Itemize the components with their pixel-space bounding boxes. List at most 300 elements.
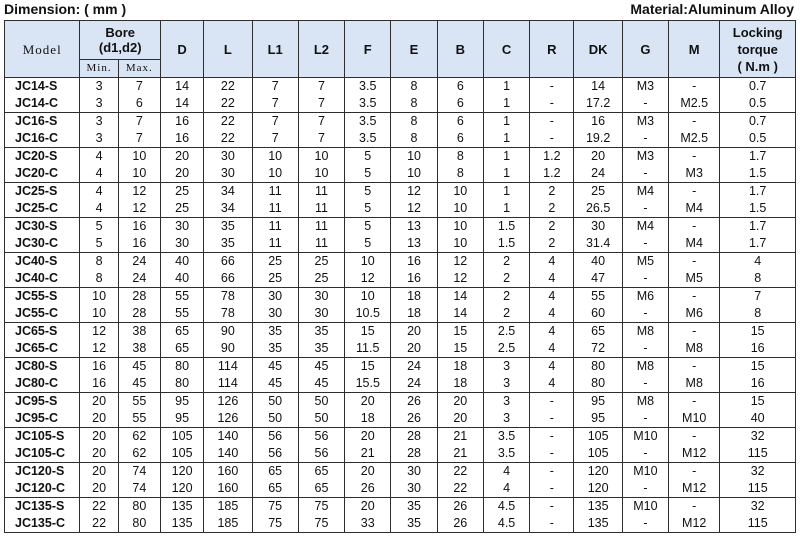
cell-D: 135 [160,515,203,533]
cell-R: - [530,95,574,113]
cell-L: 66 [204,253,252,271]
table-header [5,21,796,78]
cell-R: 4 [530,323,574,341]
cell-bore-min: 4 [80,148,118,166]
cell-M: M3 [669,165,720,183]
table-row [5,463,796,481]
torque-label-line3: ( N.m ) [737,58,778,74]
cell-M: - [669,498,720,516]
cell-bore-max: 74 [118,463,160,481]
cell-R: - [530,480,574,498]
cell-B: 10 [437,200,483,218]
cell-model: JC40-S [5,253,80,271]
cell-G: - [622,95,668,113]
cell-D: 95 [160,410,203,428]
cell-locking-torque: 1.7 [720,235,796,253]
cell-F: 5 [345,183,391,201]
cell-bore-min: 8 [80,270,118,288]
cell-E: 28 [391,428,437,446]
cell-R: - [530,428,574,446]
cell-C: 2 [483,288,529,306]
cell-DK: 19.2 [574,130,622,148]
cell-bore-min: 10 [80,288,118,306]
cell-G: M8 [622,393,668,411]
cell-bore-max: 6 [118,95,160,113]
cell-L1: 11 [252,183,298,201]
column-header-locking-torque [720,21,796,78]
cell-L1: 11 [252,218,298,236]
cell-M: - [669,218,720,236]
cell-model: JC14-S [5,78,80,96]
cell-G: - [622,340,668,358]
cell-model: JC16-S [5,113,80,131]
cell-DK: 40 [574,253,622,271]
cell-C: 2.5 [483,323,529,341]
cell-model: JC135-S [5,498,80,516]
cell-G: M10 [622,498,668,516]
cell-R: - [530,410,574,428]
cell-model: JC80-C [5,375,80,393]
cell-bore-max: 62 [118,428,160,446]
cell-model: JC55-C [5,305,80,323]
cell-B: 10 [437,218,483,236]
column-header-L1: L1 [252,21,298,78]
cell-C: 4.5 [483,498,529,516]
cell-DK: 120 [574,480,622,498]
cell-L2: 56 [298,445,344,463]
cell-F: 5 [345,200,391,218]
cell-G: - [622,235,668,253]
cell-B: 12 [437,270,483,288]
cell-M: M2.5 [669,130,720,148]
dimension-unit-label: Dimension: ( mm ) [4,1,127,17]
cell-L2: 50 [298,410,344,428]
cell-bore-max: 28 [118,288,160,306]
cell-D: 14 [160,95,203,113]
cell-M: - [669,113,720,131]
table-row [5,183,796,201]
cell-R: 1.2 [530,165,574,183]
cell-L: 114 [204,358,252,376]
cell-DK: 26.5 [574,200,622,218]
cell-B: 6 [437,130,483,148]
cell-C: 4 [483,480,529,498]
cell-locking-torque: 115 [720,515,796,533]
cell-L2: 45 [298,358,344,376]
cell-B: 12 [437,253,483,271]
cell-D: 135 [160,498,203,516]
cell-E: 30 [391,480,437,498]
cell-E: 24 [391,358,437,376]
cell-G: M4 [622,218,668,236]
cell-L2: 65 [298,463,344,481]
cell-L2: 45 [298,375,344,393]
cell-R: 4 [530,305,574,323]
cell-C: 2 [483,305,529,323]
cell-D: 20 [160,148,203,166]
cell-D: 25 [160,200,203,218]
cell-L: 30 [204,165,252,183]
column-header-bore [80,21,161,60]
cell-L1: 65 [252,463,298,481]
cell-L1: 65 [252,480,298,498]
cell-E: 16 [391,270,437,288]
cell-L: 22 [204,113,252,131]
cell-C: 1 [483,148,529,166]
cell-G: - [622,165,668,183]
cell-F: 15 [345,358,391,376]
table-body [5,78,796,533]
cell-M: - [669,358,720,376]
cell-E: 8 [391,113,437,131]
cell-G: M3 [622,78,668,96]
cell-M: - [669,393,720,411]
cell-E: 8 [391,130,437,148]
cell-bore-max: 10 [118,165,160,183]
cell-B: 6 [437,113,483,131]
cell-M: M4 [669,235,720,253]
cell-bore-max: 16 [118,235,160,253]
table-row [5,130,796,148]
cell-E: 24 [391,375,437,393]
cell-bore-min: 20 [80,428,118,446]
cell-L1: 25 [252,253,298,271]
cell-locking-torque: 0.7 [720,78,796,96]
cell-DK: 14 [574,78,622,96]
cell-F: 3.5 [345,78,391,96]
cell-L2: 11 [298,183,344,201]
cell-M: M2.5 [669,95,720,113]
cell-model: JC40-C [5,270,80,288]
cell-DK: 20 [574,148,622,166]
cell-L: 126 [204,410,252,428]
cell-bore-max: 62 [118,445,160,463]
cell-L2: 7 [298,113,344,131]
cell-G: M5 [622,253,668,271]
cell-M: M12 [669,445,720,463]
cell-R: 2 [530,200,574,218]
cell-E: 20 [391,340,437,358]
cell-bore-max: 80 [118,515,160,533]
cell-L2: 75 [298,515,344,533]
cell-L1: 7 [252,113,298,131]
cell-L1: 35 [252,323,298,341]
cell-G: - [622,305,668,323]
cell-locking-torque: 0.7 [720,113,796,131]
cell-L1: 11 [252,235,298,253]
cell-L2: 7 [298,95,344,113]
cell-E: 12 [391,183,437,201]
cell-model: JC105-S [5,428,80,446]
column-header-L2: L2 [298,21,344,78]
cell-DK: 120 [574,463,622,481]
cell-C: 3 [483,358,529,376]
cell-B: 15 [437,340,483,358]
column-header-bore-max: Max. [118,60,160,78]
cell-L: 30 [204,148,252,166]
cell-C: 1 [483,95,529,113]
cell-L: 140 [204,428,252,446]
cell-G: - [622,515,668,533]
column-header-R: R [530,21,574,78]
cell-bore-min: 22 [80,515,118,533]
cell-bore-max: 38 [118,340,160,358]
cell-bore-min: 16 [80,358,118,376]
cell-bore-min: 22 [80,498,118,516]
cell-L: 114 [204,375,252,393]
cell-bore-min: 4 [80,165,118,183]
cell-L1: 75 [252,515,298,533]
cell-bore-min: 4 [80,183,118,201]
cell-G: - [622,270,668,288]
cell-locking-torque: 16 [720,340,796,358]
cell-model: JC65-S [5,323,80,341]
cell-L1: 7 [252,78,298,96]
cell-C: 3.5 [483,428,529,446]
cell-R: 4 [530,358,574,376]
cell-G: M3 [622,113,668,131]
cell-bore-max: 7 [118,113,160,131]
bore-sub-label: (d1,d2) [98,40,142,55]
cell-L2: 56 [298,428,344,446]
cell-bore-max: 24 [118,270,160,288]
cell-M: M8 [669,340,720,358]
cell-C: 1.5 [483,235,529,253]
cell-locking-torque: 1.7 [720,148,796,166]
cell-L1: 56 [252,445,298,463]
cell-F: 33 [345,515,391,533]
cell-C: 3 [483,375,529,393]
cell-locking-torque: 8 [720,270,796,288]
cell-model: JC95-C [5,410,80,428]
cell-bore-max: 45 [118,375,160,393]
cell-locking-torque: 0.5 [720,95,796,113]
cell-DK: 60 [574,305,622,323]
cell-bore-max: 38 [118,323,160,341]
cell-model: JC95-S [5,393,80,411]
cell-bore-max: 55 [118,410,160,428]
table-row [5,323,796,341]
cell-L: 34 [204,200,252,218]
cell-model: JC55-S [5,288,80,306]
cell-G: M10 [622,463,668,481]
table-row [5,113,796,131]
cell-C: 1 [483,183,529,201]
cell-D: 30 [160,218,203,236]
cell-model: JC30-C [5,235,80,253]
cell-L1: 50 [252,393,298,411]
cell-B: 20 [437,410,483,428]
cell-E: 12 [391,200,437,218]
cell-model: JC65-C [5,340,80,358]
cell-bore-min: 16 [80,375,118,393]
cell-bore-max: 24 [118,253,160,271]
cell-L: 22 [204,78,252,96]
cell-C: 1.5 [483,218,529,236]
cell-DK: 72 [574,340,622,358]
cell-E: 13 [391,218,437,236]
cell-bore-min: 12 [80,340,118,358]
cell-F: 10 [345,288,391,306]
cell-bore-min: 4 [80,200,118,218]
cell-D: 55 [160,305,203,323]
cell-B: 14 [437,305,483,323]
cell-locking-torque: 32 [720,463,796,481]
cell-DK: 95 [574,410,622,428]
cell-D: 120 [160,480,203,498]
bore-label: Bore [105,25,136,40]
table-row [5,358,796,376]
cell-locking-torque: 32 [720,428,796,446]
cell-L2: 75 [298,498,344,516]
table-row [5,410,796,428]
cell-bore-max: 16 [118,218,160,236]
cell-L1: 10 [252,165,298,183]
cell-R: - [530,78,574,96]
cell-B: 26 [437,515,483,533]
cell-C: 1 [483,78,529,96]
cell-B: 26 [437,498,483,516]
cell-D: 30 [160,235,203,253]
cell-G: M8 [622,323,668,341]
table-row [5,393,796,411]
cell-D: 55 [160,288,203,306]
cell-M: M10 [669,410,720,428]
table-row [5,375,796,393]
cell-R: 4 [530,340,574,358]
cell-L1: 30 [252,305,298,323]
cell-L1: 50 [252,410,298,428]
cell-locking-torque: 15 [720,323,796,341]
cell-E: 10 [391,148,437,166]
cell-L2: 65 [298,480,344,498]
cell-bore-min: 20 [80,463,118,481]
cell-B: 10 [437,183,483,201]
cell-C: 1 [483,200,529,218]
cell-F: 3.5 [345,130,391,148]
cell-C: 4.5 [483,515,529,533]
cell-D: 80 [160,358,203,376]
cell-model: JC16-C [5,130,80,148]
cell-E: 8 [391,95,437,113]
cell-F: 20 [345,498,391,516]
cell-G: M10 [622,428,668,446]
cell-R: 4 [530,375,574,393]
cell-F: 21 [345,445,391,463]
cell-DK: 80 [574,375,622,393]
cell-L1: 35 [252,340,298,358]
table-row [5,480,796,498]
cell-bore-min: 5 [80,235,118,253]
column-header-model: Model [5,21,80,78]
cell-E: 26 [391,410,437,428]
cell-DK: 25 [574,183,622,201]
cell-bore-max: 10 [118,148,160,166]
cell-B: 10 [437,235,483,253]
cell-E: 13 [391,235,437,253]
column-header-E: E [391,21,437,78]
torque-label-line2: torque [737,41,778,57]
cell-D: 25 [160,183,203,201]
cell-M: - [669,183,720,201]
cell-model: JC14-C [5,95,80,113]
cell-L: 34 [204,183,252,201]
torque-label-line1: Locking [732,24,783,40]
title-bar [0,0,800,20]
column-header-bore-min: Min. [80,60,118,78]
cell-G: - [622,445,668,463]
cell-F: 3.5 [345,113,391,131]
cell-M: - [669,253,720,271]
cell-model: JC80-S [5,358,80,376]
cell-M: M8 [669,375,720,393]
cell-locking-torque: 15 [720,393,796,411]
cell-L: 78 [204,305,252,323]
cell-L: 185 [204,498,252,516]
cell-L2: 25 [298,253,344,271]
cell-L: 90 [204,323,252,341]
table-row [5,340,796,358]
cell-bore-min: 3 [80,95,118,113]
cell-bore-max: 7 [118,78,160,96]
table-row [5,165,796,183]
cell-L: 35 [204,235,252,253]
cell-L: 22 [204,95,252,113]
cell-F: 5 [345,148,391,166]
cell-C: 3 [483,393,529,411]
cell-L1: 7 [252,130,298,148]
cell-E: 26 [391,393,437,411]
cell-D: 16 [160,113,203,131]
table-row [5,235,796,253]
cell-D: 40 [160,253,203,271]
cell-R: 2 [530,183,574,201]
cell-F: 12 [345,270,391,288]
cell-bore-min: 8 [80,253,118,271]
cell-locking-torque: 1.5 [720,200,796,218]
cell-M: - [669,323,720,341]
cell-L2: 30 [298,288,344,306]
cell-bore-max: 74 [118,480,160,498]
cell-G: - [622,200,668,218]
cell-L2: 11 [298,200,344,218]
cell-B: 20 [437,393,483,411]
cell-F: 10.5 [345,305,391,323]
cell-DK: 95 [574,393,622,411]
cell-M: - [669,288,720,306]
cell-locking-torque: 115 [720,480,796,498]
cell-bore-max: 7 [118,130,160,148]
cell-DK: 105 [574,445,622,463]
cell-F: 11.5 [345,340,391,358]
cell-M: - [669,78,720,96]
cell-G: - [622,130,668,148]
cell-model: JC30-S [5,218,80,236]
cell-bore-min: 3 [80,113,118,131]
cell-D: 20 [160,165,203,183]
table-row [5,305,796,323]
cell-L: 185 [204,515,252,533]
cell-F: 18 [345,410,391,428]
cell-L2: 11 [298,218,344,236]
cell-D: 40 [160,270,203,288]
cell-B: 22 [437,463,483,481]
column-header-D: D [160,21,203,78]
cell-D: 65 [160,340,203,358]
cell-bore-max: 28 [118,305,160,323]
cell-F: 15.5 [345,375,391,393]
cell-L2: 25 [298,270,344,288]
